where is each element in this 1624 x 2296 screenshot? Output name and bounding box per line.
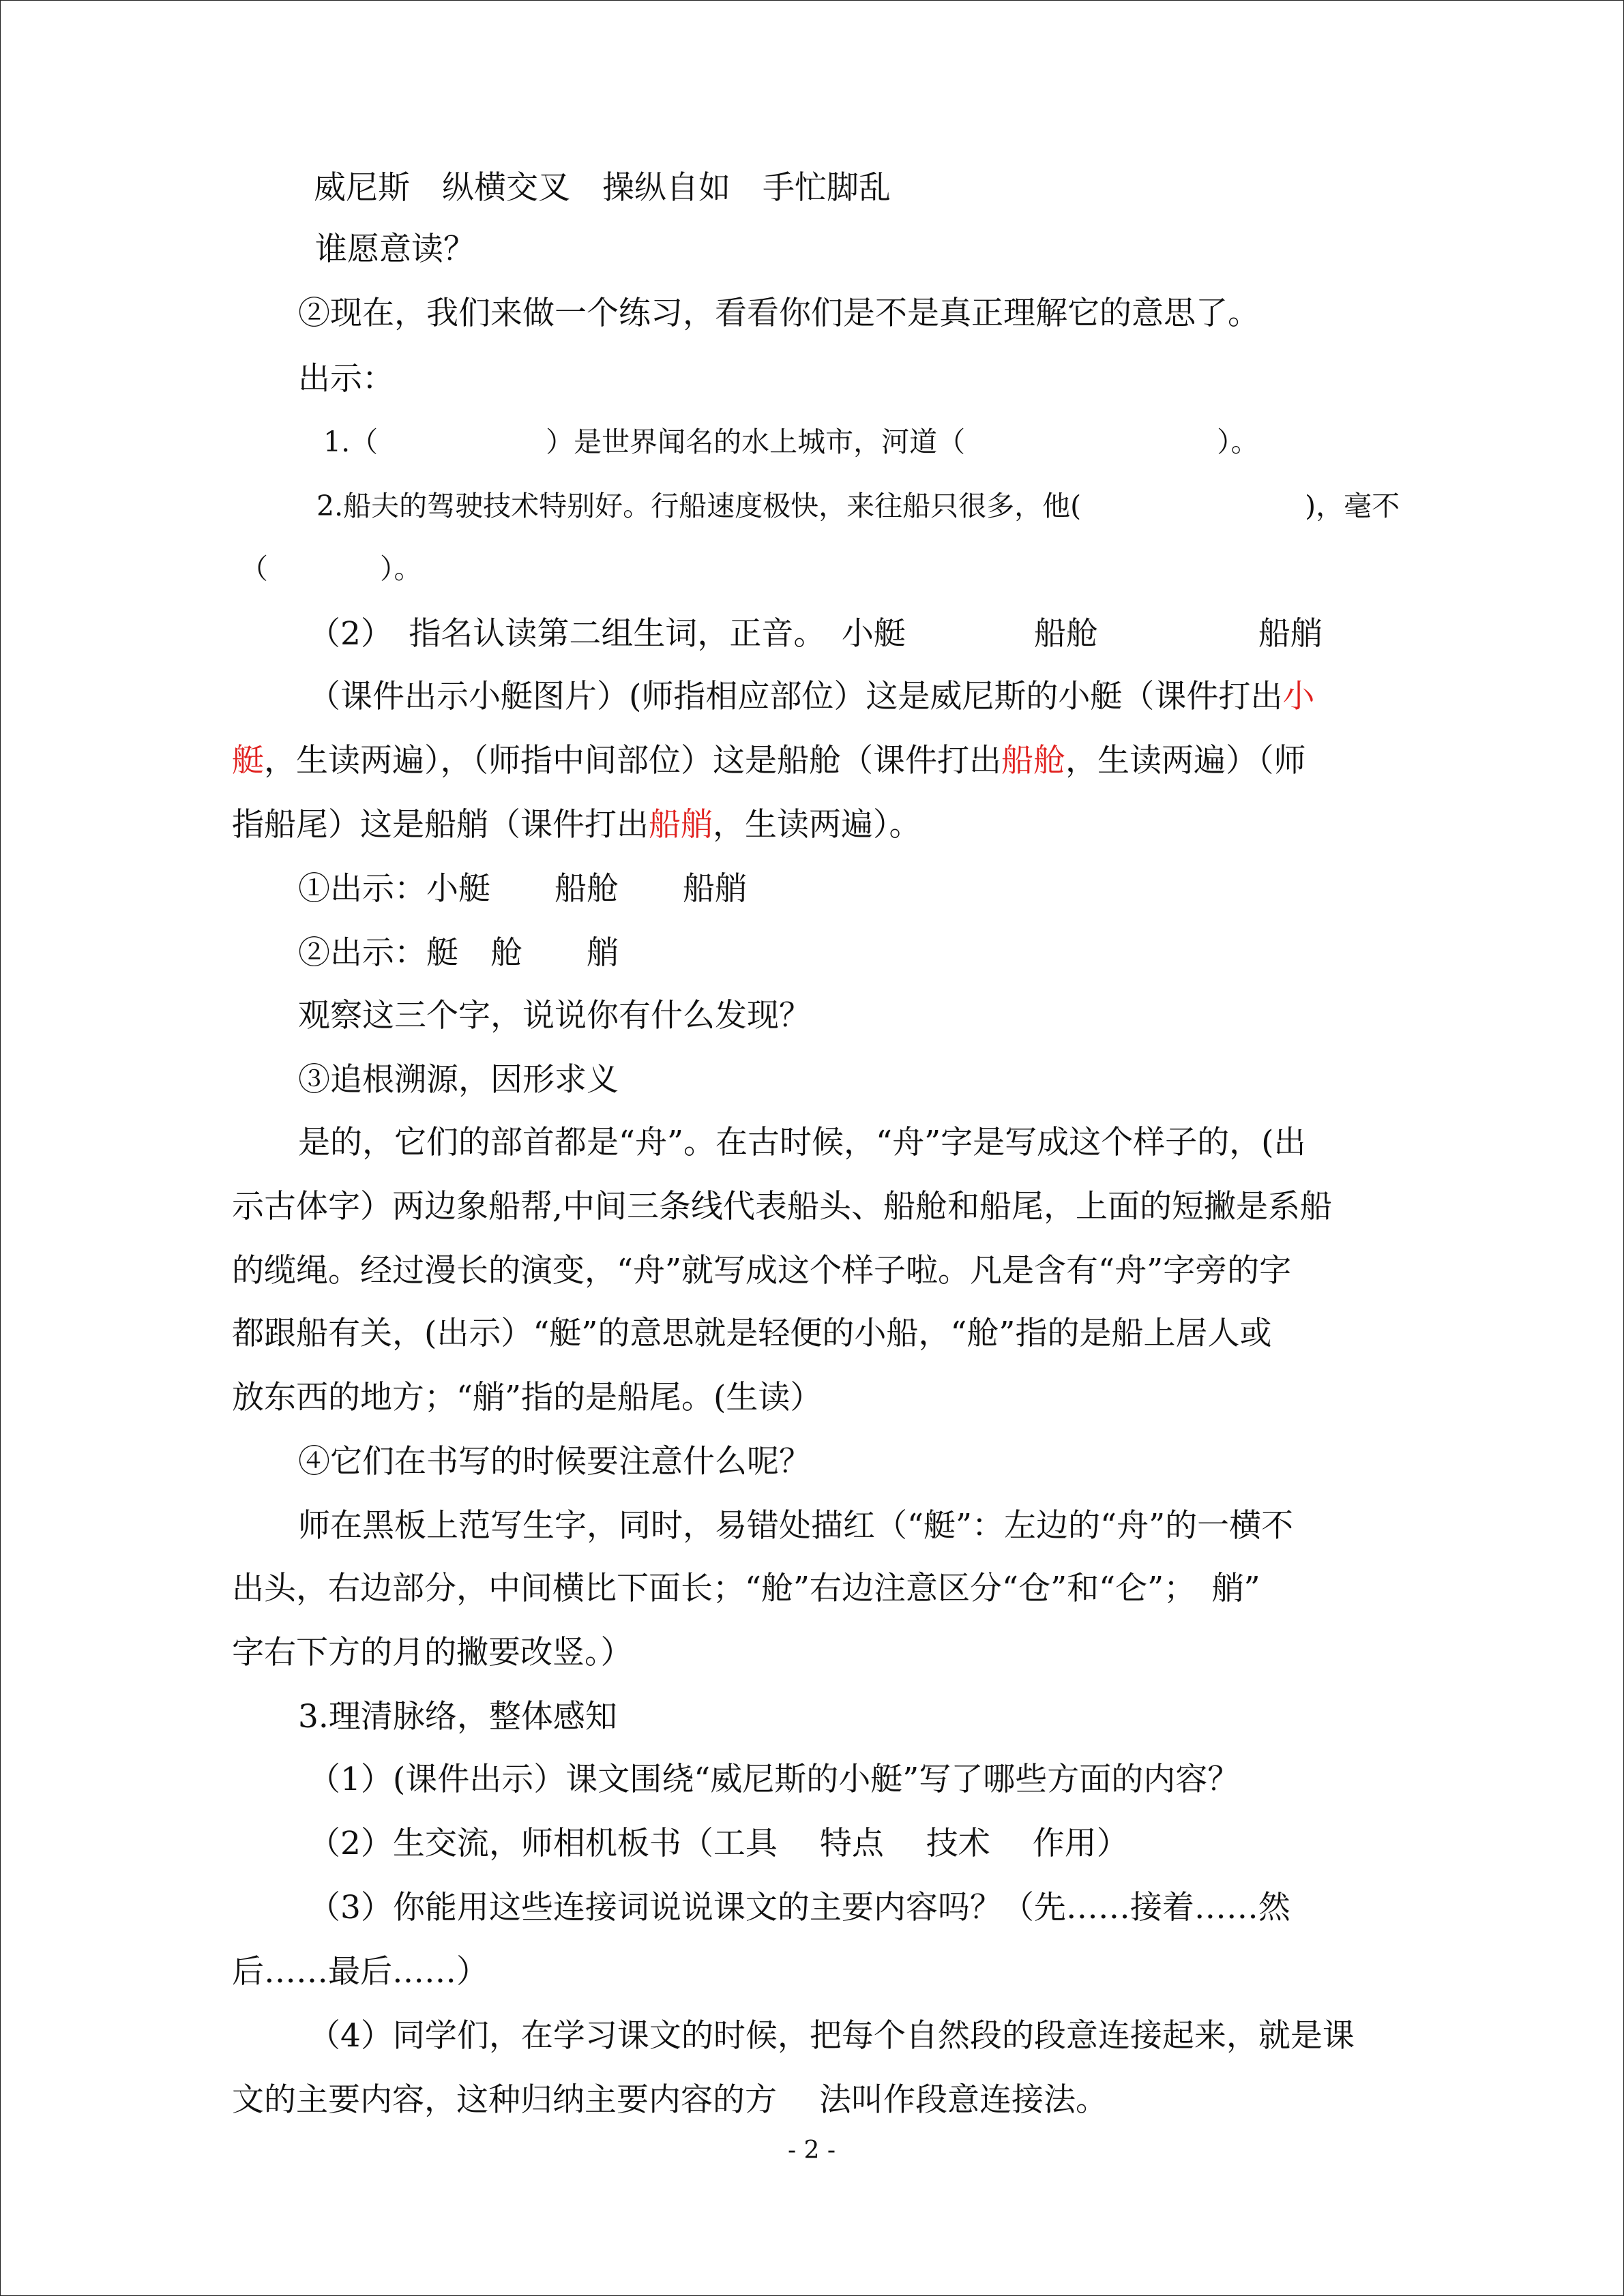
- question-4-cont: 文的主要内容，这种归纳主要内容的方 法叫作段意连接法。: [232, 2081, 1108, 2119]
- highlight-cabin: 船舱: [1001, 742, 1065, 779]
- highlight-stern: 船艄: [649, 806, 713, 844]
- observe-prompt: 观察这三个字，说说你有什么发现？: [298, 997, 811, 1034]
- vocab-line-1: 威尼斯 纵横交叉 操纵自如 手忙脚乱: [314, 169, 891, 207]
- boat-text-a1: （课件出示小艇图片）(师指相应部位）这是威尼斯的小艇（课件打出: [308, 678, 1283, 715]
- boat-text-c1: 指船尾）这是船艄（课件打出: [232, 806, 649, 844]
- radical-paragraph-4: 都跟船有关，(出示）“艇”的意思就是轻便的小船，“舱”指的是船上居人或: [232, 1315, 1272, 1352]
- question-3-cont: 后……最后……）: [232, 1953, 488, 1991]
- group-two-words: （2） 指名认读第二组生词，正音。 小艇 船舱 船艄: [308, 615, 1323, 653]
- page-number: - 2 -: [787, 2136, 836, 2164]
- boat-text-b1: ，生读两遍），（师指中间部位）这是船舱（课件打出: [264, 742, 1001, 779]
- exercise-intro: ②现在，我们来做一个练习，看看你们是不是真正理解它的意思了。: [298, 295, 1260, 332]
- radical-paragraph-1: 是的，它们的部首都是“舟”。在古时候，“舟”字是写成这个样子的，(出: [298, 1124, 1306, 1161]
- prompt-who-reads: 谁愿意读？: [315, 230, 475, 268]
- writing-notes-heading: ④它们在书写的时候要注意什么呢？: [298, 1443, 811, 1480]
- question-1: （1）(课件出示）课文围绕“威尼斯的小艇”写了哪些方面的内容？: [308, 1761, 1240, 1798]
- boat-paragraph-line-2: [232, 741, 1306, 781]
- radical-paragraph-5: 放东西的地方；“艄”指的是船尾。(生读）: [232, 1379, 823, 1416]
- exercise-item-1: 1.（ ）是世界闻名的水上城市，河道（ ）。: [323, 426, 1259, 458]
- question-4: （4）同学们，在学习课文的时候，把每个自然段的段意连接起来，就是课: [308, 2017, 1355, 2055]
- highlight-boat-char: 艇: [232, 742, 264, 779]
- boat-paragraph-line-1: [308, 676, 1314, 717]
- show-label: 出示：: [298, 360, 394, 398]
- question-3: （3）你能用这些连接词说说课文的主要内容吗？（先……接着……然: [308, 1889, 1290, 1926]
- boat-text-c2: ，生读两遍）。: [713, 806, 921, 844]
- radical-paragraph-3: 的缆绳。经过漫长的演变，“舟”就写成这个样子啦。凡是含有“舟”字旁的字: [232, 1252, 1292, 1289]
- section-3-heading: 3.理清脉络，整体感知: [298, 1698, 617, 1735]
- exercise-item-2: 2.船夫的驾驶技术特别好。行船速度极快，来往船只很多，他( )，毫不: [316, 490, 1400, 522]
- writing-notes-1: 师在黑板上范写生字，同时，易错处描红（“艇”：左边的“舟”的一横不: [298, 1507, 1294, 1545]
- highlight-small-char: 小: [1282, 678, 1315, 715]
- question-2: （2）生交流，师相机板书（工具 特点 技术 作用）: [308, 1825, 1129, 1862]
- show-words-1: ①出示：小艇 船舱 船艄: [298, 870, 747, 908]
- radical-paragraph-2: 示古体字）两边象船帮,中间三条线代表船头、船舱和船尾，上面的短撇是系船: [232, 1188, 1332, 1225]
- writing-notes-2: 出头，右边部分，中间横比下面长；“舱”右边注意区分“仓”和“仑”； 艄”: [232, 1570, 1260, 1607]
- boat-text-b2: ，生读两遍）（师: [1065, 742, 1306, 779]
- exercise-item-2-cont: （ ）。: [240, 552, 422, 585]
- trace-origin-heading: ③追根溯源，因形求义: [298, 1061, 619, 1099]
- show-chars-2: ②出示：艇 舱 艄: [298, 934, 619, 972]
- writing-notes-3: 字右下方的月的撇要改竖。）: [232, 1634, 633, 1671]
- boat-paragraph-line-3: [232, 805, 921, 846]
